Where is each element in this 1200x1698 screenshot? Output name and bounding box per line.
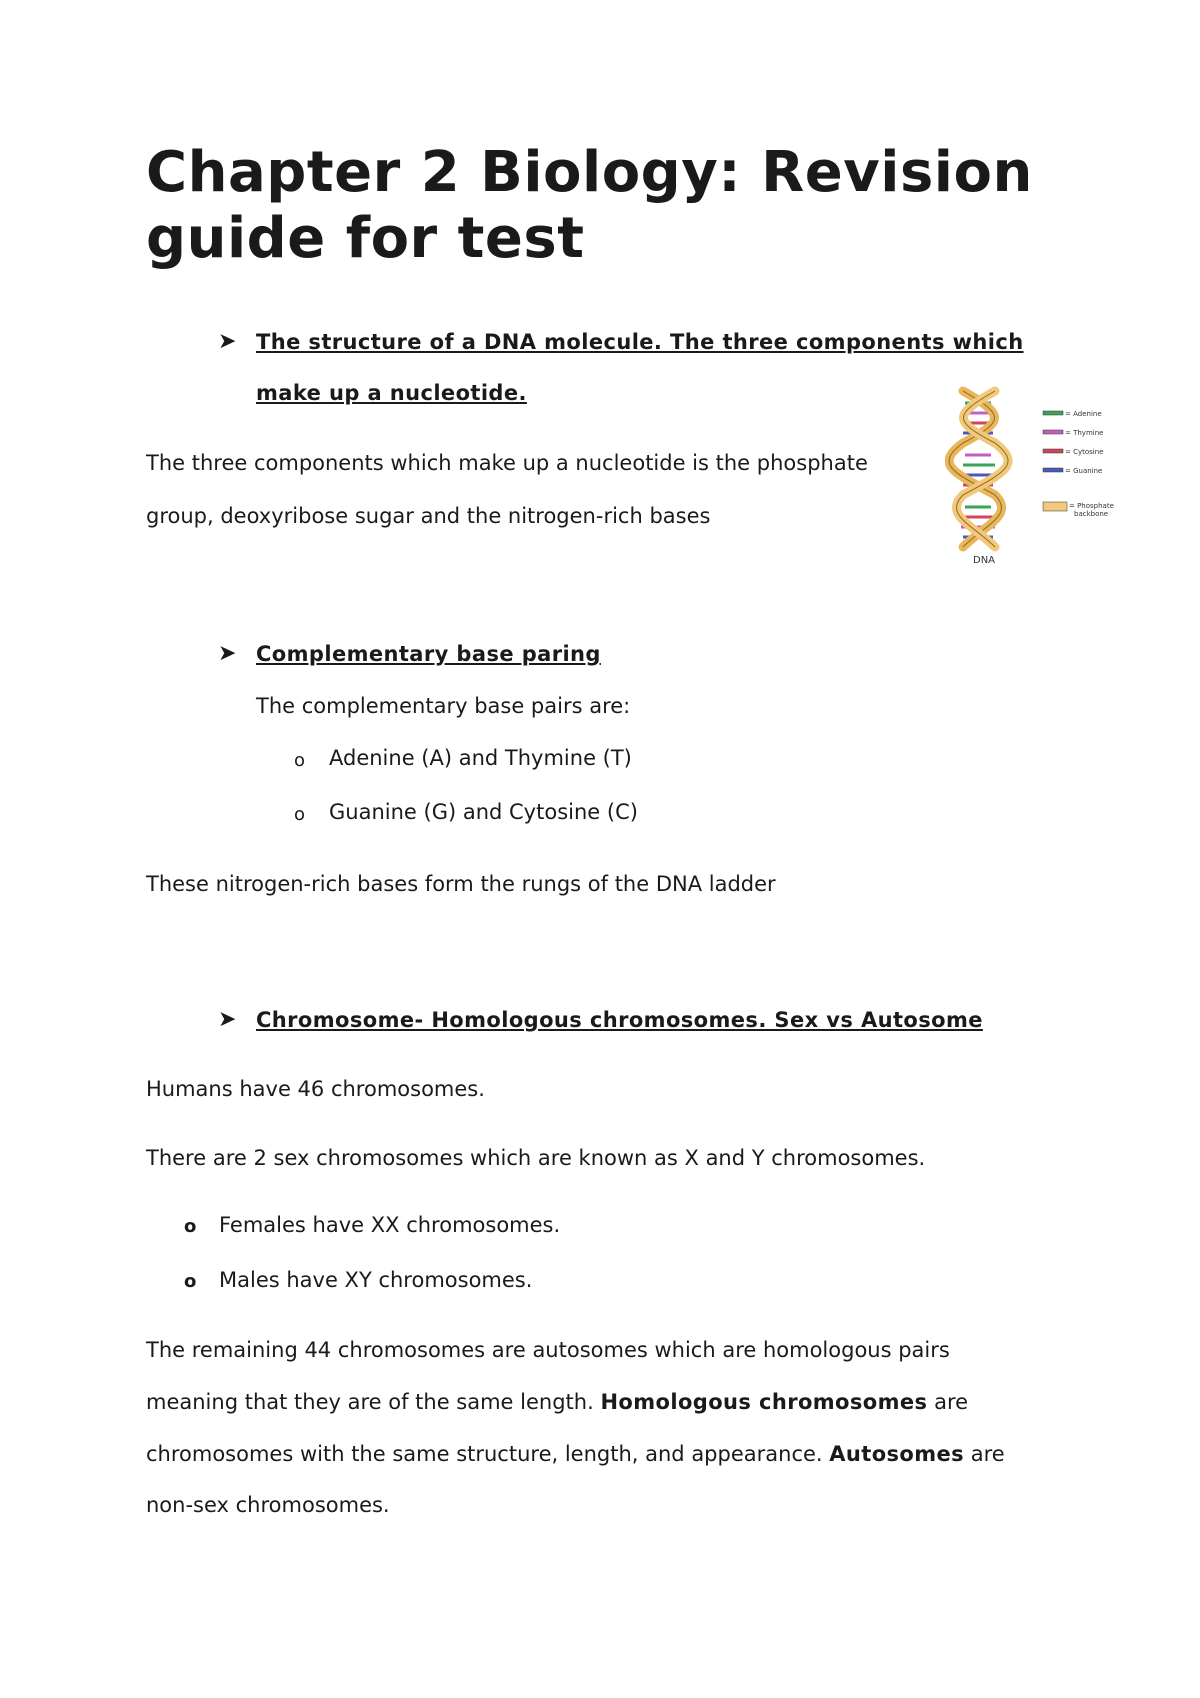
section1-paragraph-line2: group, deoxyribose sugar and the nitrogen-rich bases bbox=[146, 504, 711, 528]
legend-adenine: = Adenine bbox=[1065, 410, 1102, 418]
section3-paragraph-2: There are 2 sex chromosomes which are known as X and Y chromosomes. bbox=[146, 1146, 926, 1170]
section2-bullet-1: Adenine (A) and Thymine (T) bbox=[329, 746, 632, 770]
dna-caption: DNA bbox=[973, 555, 996, 566]
section2-bullet-2: Guanine (G) and Cytosine (C) bbox=[329, 800, 638, 824]
section3-heading: Chromosome- Homologous chromosomes. Sex vs Autosome bbox=[256, 1008, 983, 1032]
legend-guanine: = Guanine bbox=[1065, 467, 1103, 475]
section3-paragraph-3-line2: meaning that they are of the same length. Homologous chromosomes are bbox=[146, 1390, 969, 1414]
section3-paragraph-1: Humans have 46 chromosomes. bbox=[146, 1077, 485, 1101]
section2-closing: These nitrogen-rich bases form the rungs of the DNA ladder bbox=[146, 872, 776, 896]
section3-paragraph-3-line1: The remaining 44 chromosomes are autosomes which are homologous pairs bbox=[146, 1338, 950, 1362]
legend-phosphate-line1: = Phosphate bbox=[1069, 502, 1114, 510]
legend-thymine: = Thymine bbox=[1065, 429, 1104, 437]
term-autosomes: Autosomes bbox=[829, 1442, 965, 1466]
dna-diagram bbox=[945, 385, 1120, 570]
legend-phosphate-line2: backbone bbox=[1074, 510, 1109, 518]
bullet-marker: o bbox=[184, 1271, 197, 1292]
section1-heading-line1: The structure of a DNA molecule. The three components which bbox=[256, 330, 1024, 354]
section1-paragraph-line1: The three components which make up a nucleotide is the phosphate bbox=[146, 451, 868, 475]
bullet-marker: o bbox=[294, 804, 306, 825]
term-homologous-chromosomes: Homologous chromosomes bbox=[600, 1390, 928, 1414]
legend-cytosine: = Cytosine bbox=[1065, 448, 1104, 456]
section3-paragraph-3-line4: non-sex chromosomes. bbox=[146, 1493, 390, 1517]
arrow-bullet-icon: ➤ bbox=[218, 329, 237, 354]
section3-paragraph-3-line3: chromosomes with the same structure, length, and appearance. Autosomes are bbox=[146, 1442, 1005, 1466]
section2-intro: The complementary base pairs are: bbox=[256, 694, 631, 718]
page-title: Chapter 2 Biology: Revision guide for test bbox=[146, 140, 1033, 271]
bullet-marker: o bbox=[294, 750, 306, 771]
bullet-marker: o bbox=[184, 1216, 197, 1237]
dna-legend bbox=[1043, 410, 1114, 518]
arrow-bullet-icon: ➤ bbox=[218, 1007, 237, 1032]
section2-heading: Complementary base paring bbox=[256, 642, 601, 666]
arrow-bullet-icon: ➤ bbox=[218, 641, 237, 666]
section3-bullet-1: Females have XX chromosomes. bbox=[219, 1213, 561, 1237]
section3-bullet-2: Males have XY chromosomes. bbox=[219, 1268, 533, 1292]
section1-heading-line2: make up a nucleotide. bbox=[256, 381, 527, 405]
